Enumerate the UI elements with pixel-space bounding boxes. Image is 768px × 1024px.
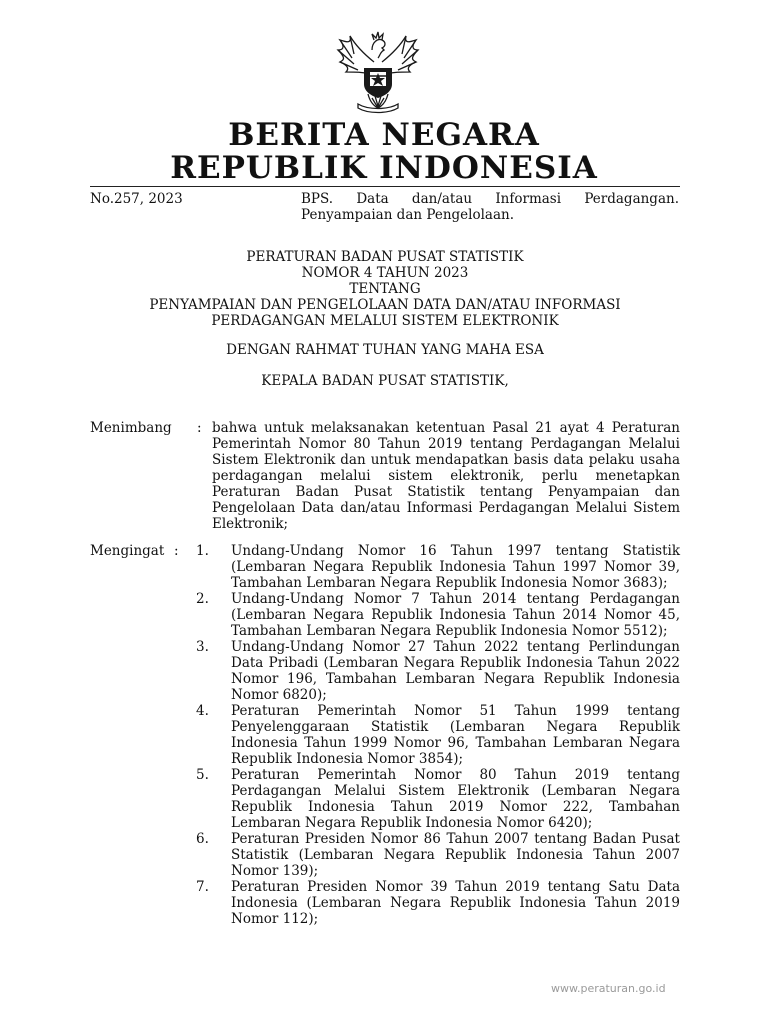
menimbang-label: Menimbang	[90, 420, 172, 436]
header-divider	[90, 186, 680, 187]
list-item-text: Peraturan Presiden Nomor 86 Tahun 2007 tentang Badan Pusat Statistik (Lembaran Negara Republik Indonesia Tahun 2007 Nomor 139);	[231, 831, 680, 879]
list-item-number: 7.	[196, 879, 209, 895]
list-item	[196, 767, 680, 831]
gazette-title-line-2: REPUBLIK INDONESIA	[170, 150, 598, 186]
list-item-number: 3.	[196, 639, 209, 655]
menimbang-text: bahwa untuk melaksanakan ketentuan Pasal 21 ayat 4 Peraturan Pemerintah Nomor 80 Tahun 2019 tentang Perdagangan Melalui Sistem Elektronik dan untuk mendapatkan basis data pelaku usaha perdagangan melalui sistem elektronik, perlu menetapkan Peraturan Badan Pusat Statistik tentang Penyampaian dan Pengelolaan Data dan/atau Informasi Perdagangan Melalui Sistem Elektronik;	[212, 420, 680, 532]
regulation-title-line: TENTANG	[349, 281, 421, 297]
list-item	[196, 879, 680, 927]
list-item-number: 6.	[196, 831, 209, 847]
list-item-number: 1.	[196, 543, 209, 559]
list-item-number: 2.	[196, 591, 209, 607]
list-item-text: Peraturan Presiden Nomor 39 Tahun 2019 tentang Satu Data Indonesia (Lembaran Negara Republik Indonesia Tahun 2019 Nomor 112);	[231, 879, 680, 927]
list-item-text: Undang-Undang Nomor 27 Tahun 2022 tentang Perlindungan Data Pribadi (Lembaran Negara Republik Indonesia Tahun 2022 Nomor 196, Tambahan Lembaran Negara Republik Indonesia Nomor 6820);	[231, 639, 680, 703]
gazette-title-line-1: BERITA NEGARA	[228, 117, 540, 153]
rahmat-line: DENGAN RAHMAT TUHAN YANG MAHA ESA	[226, 342, 544, 358]
list-item	[196, 831, 680, 879]
gazette-number: No.257, 2023	[90, 191, 183, 207]
list-item-text: Undang-Undang Nomor 7 Tahun 2014 tentang Perdagangan (Lembaran Negara Republik Indonesia Tahun 2014 Nomor 45, Tambahan Lembaran Negara Republik Indonesia Nomor 5512);	[231, 591, 680, 639]
regulation-title-line: NOMOR 4 TAHUN 2023	[301, 265, 469, 281]
mengingat-label: Mengingat	[90, 543, 165, 559]
kepala-line: KEPALA BADAN PUSAT STATISTIK,	[261, 373, 509, 389]
mengingat-colon: :	[174, 543, 179, 559]
regulation-title-line: PENYAMPAIAN DAN PENGELOLAAN DATA DAN/ATAU INFORMASI	[149, 297, 621, 313]
mengingat-list	[196, 543, 680, 927]
list-item-text: Peraturan Pemerintah Nomor 80 Tahun 2019 tentang Perdagangan Melalui Sistem Elektronik (Lembaran Negara Republik Indonesia Tahun 2019 Nomor 222, Tambahan Lembaran Negara Republik Indonesia Nomor 6420);	[231, 767, 680, 831]
gazette-subject: BPS. Data dan/atau Informasi Perdagangan. Penyampaian dan Pengelolaan.	[301, 191, 679, 223]
footer-url: www.peraturan.go.id	[551, 982, 666, 995]
regulation-title-line: PERDAGANGAN MELALUI SISTEM ELEKTRONIK	[211, 313, 559, 329]
list-item-text: Undang-Undang Nomor 16 Tahun 1997 tentang Statistik (Lembaran Negara Republik Indonesia Tahun 1997 Nomor 39, Tambahan Lembaran Negara Republik Indonesia Nomor 3683);	[231, 543, 680, 591]
list-item	[196, 543, 680, 591]
list-item	[196, 591, 680, 639]
regulation-title	[90, 249, 680, 329]
list-item	[196, 639, 680, 703]
garuda-emblem-icon	[328, 28, 428, 114]
regulation-title-line: PERATURAN BADAN PUSAT STATISTIK	[246, 249, 524, 265]
list-item	[196, 703, 680, 767]
menimbang-colon: :	[197, 420, 202, 436]
list-item-text: Peraturan Pemerintah Nomor 51 Tahun 1999 tentang Penyelenggaraan Statistik (Lembaran Negara Republik Indonesia Tahun 1999 Nomor 96, Tambahan Lembaran Negara Republik Indonesia Nomor 3854);	[231, 703, 680, 767]
list-item-number: 4.	[196, 703, 209, 719]
list-item-number: 5.	[196, 767, 209, 783]
